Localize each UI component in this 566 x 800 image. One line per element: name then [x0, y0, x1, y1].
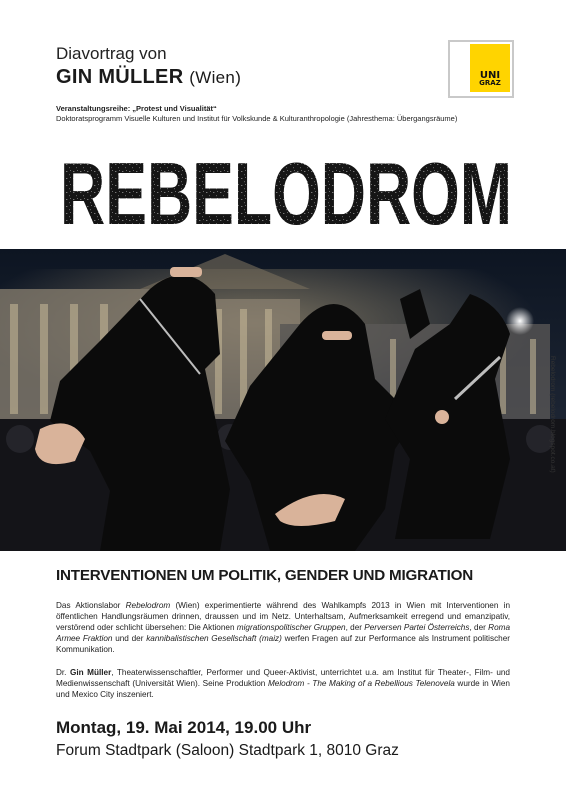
- p1-italic-party: Perversen Partei Österreichs: [364, 623, 470, 632]
- p1-text-5: und der: [112, 634, 147, 643]
- event-date: Montag, 19. Mai 2014, 19.00 Uhr: [56, 718, 312, 737]
- p2-text-1: Dr.: [56, 668, 70, 677]
- photo-credit: [546, 356, 558, 546]
- series-label: Veranstaltungsreihe: „Protest und Visualität“: [56, 104, 217, 113]
- p2-italic-production: Melodrom - The Making of a Rebellious Telenovela: [267, 679, 455, 688]
- p1-text-3: , der: [345, 623, 365, 632]
- logo-line2: GRAZ: [479, 79, 501, 87]
- speaker-origin: (Wien): [189, 68, 242, 87]
- p1-italic-rebelodrom: Rebelodrom: [125, 601, 171, 610]
- photo-credit-text: Rebelodrom (rebelodrom.blogspot.co.at): [549, 356, 556, 473]
- uni-graz-logo: [448, 40, 514, 98]
- headline: INTERVENTIONEN UM POLITIK, GENDER UND MIGRATION: [56, 567, 473, 584]
- p2-text-3: wurde in Wien und Mexico City inszeniert.: [56, 679, 510, 699]
- p1-text-4: , der: [469, 623, 489, 632]
- speaker-bio-paragraph: [56, 667, 510, 700]
- series-detail: Doktoratsprogramm Visuelle Kulturen und Institut für Volkskunde & Kulturanthropologie (Jahresthema: Übergangsräume): [56, 114, 458, 123]
- description-paragraph: [56, 600, 510, 655]
- logo-line1: UNI: [479, 70, 501, 81]
- intro-text: Diavortrag von: [56, 44, 167, 63]
- p2-bold-name: Gin Müller: [69, 668, 112, 677]
- p1-text-6: werfen Fragen auf zur Performance als Instrument politischer Kommunikation.: [56, 634, 510, 654]
- p1-italic-groups: migrationspolitischer Gruppen: [236, 623, 346, 632]
- speaker-name-line: [56, 66, 241, 89]
- logo-yellow-block: [470, 44, 510, 92]
- event-series: [56, 104, 526, 124]
- rebelodrom-photo: [0, 249, 566, 551]
- title-text: REBELODROM: [60, 148, 512, 232]
- event-venue: Forum Stadtpark (Saloon) Stadtpark 1, 8010 Graz: [56, 742, 399, 759]
- p1-text-2: (Wien) experimentierte während des Wahlkampfs 2013 in Wien mit Interventionen in öffentlichen Handlungsräumen drinnen, draussen und im Netz. Unterhaltsam, Aufmerksamkeit erregend und emanzipativ, verstörend oder schlicht übersehen: Die Aktionen: [56, 601, 511, 632]
- p2-text-2: , Theaterwissenschaftler, Performer und Queer-Aktivist, unterrichtet u.a. am Institut für Theater-, Film- und Medienwissenschaft (Universität Wien). Seine Produktion: [56, 668, 510, 688]
- rebelodrom-title: [58, 148, 514, 232]
- speaker-name: GIN MÜLLER: [56, 66, 184, 88]
- p1-italic-maiz: kannibalistischen Gesellschaft (maiz): [146, 634, 282, 643]
- p1-text-1: Das Aktionslabor: [56, 601, 126, 610]
- p1-italic-raf: Roma Armee Fraktion: [56, 623, 510, 643]
